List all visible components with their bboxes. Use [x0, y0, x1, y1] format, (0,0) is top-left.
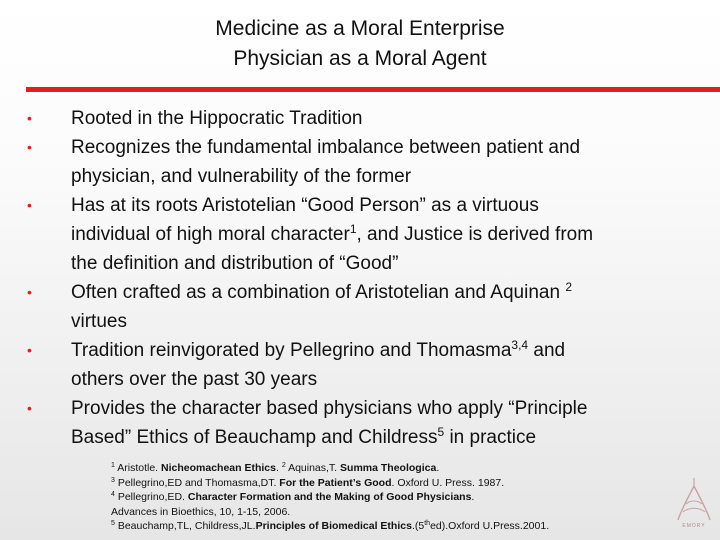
- footnote-ref: 2: [565, 280, 573, 294]
- bullet-dot-icon: •: [27, 139, 32, 155]
- logo-wordmark: EMORY: [682, 523, 706, 529]
- bullet-item: [0, 133, 720, 191]
- reference-line: $^3$ Pellegrino,ED and Thomasma,DT. For the Patient’s Good. Oxford U. Press. 1987.: [111, 476, 505, 489]
- references: [111, 461, 671, 534]
- bullet-text: individual of high moral character$^1$, and Justice is derived from: [71, 222, 594, 245]
- bullet-dot-icon: •: [27, 284, 32, 300]
- bullet-text: Rooted in the Hippocratic Tradition: [71, 108, 363, 129]
- reference-line: $^1$ Aristotle. Nicheomachean Ethics. $^2$ Aquinas,T. Summa Theologica.: [111, 462, 440, 474]
- footnote-ref: 3,4: [511, 338, 529, 352]
- bullet-text: the definition and distribution of “Good”: [71, 253, 399, 274]
- bullet-text: others over the past 30 years: [71, 369, 318, 390]
- bullet-text: Based” Ethics of Beauchamp and Childress$^5$ in practice: [71, 425, 537, 448]
- bullet-text: physician, and vulnerability of the former: [71, 166, 412, 187]
- title-line-1: Medicine as a Moral Enterprise: [215, 17, 505, 40]
- bullet-text: Has at its roots Aristotelian “Good Person” as a virtuous: [71, 195, 539, 216]
- bullet-list: [0, 104, 720, 452]
- bullet-dot-icon: •: [27, 197, 32, 213]
- bullet-text: Often crafted as a combination of Aristotelian and Aquinan $^2$: [71, 280, 573, 303]
- bullet-item: [0, 104, 720, 133]
- footnote-ref: 1: [349, 222, 357, 236]
- bullet-dot-icon: •: [27, 400, 32, 416]
- bullet-text: Provides the character based physicians who apply “Principle: [71, 398, 588, 419]
- bullet-item: [0, 336, 720, 394]
- reference-line: Advances in Bioethics, 10, 1-15, 2006.: [111, 505, 291, 518]
- bullet-item: [0, 191, 720, 278]
- slide-title: [0, 14, 720, 74]
- title-line-2: Physician as a Moral Agent: [233, 47, 487, 70]
- bullet-text: virtues: [71, 311, 127, 332]
- reference-line: $^4$ Pellegrino,ED. Character Formation and the Making of Good Physicians.: [111, 491, 475, 503]
- bullet-text: Tradition reinvigorated by Pellegrino and Thomasma$^{3,4}$ and: [71, 338, 566, 361]
- bullet-item: [0, 278, 720, 336]
- title-divider: [26, 87, 720, 92]
- bullet-item: [0, 394, 720, 452]
- bullet-text: Recognizes the fundamental imbalance between patient and: [71, 137, 581, 158]
- footnote-ref: 5: [437, 425, 445, 439]
- bullet-dot-icon: •: [27, 342, 32, 358]
- reference-line: $^5$ Beauchamp,TL, Childress,JL.Principles of Biomedical Ethics.(5thed).Oxford U.Press.2001.: [111, 520, 550, 532]
- bullet-dot-icon: •: [27, 110, 32, 126]
